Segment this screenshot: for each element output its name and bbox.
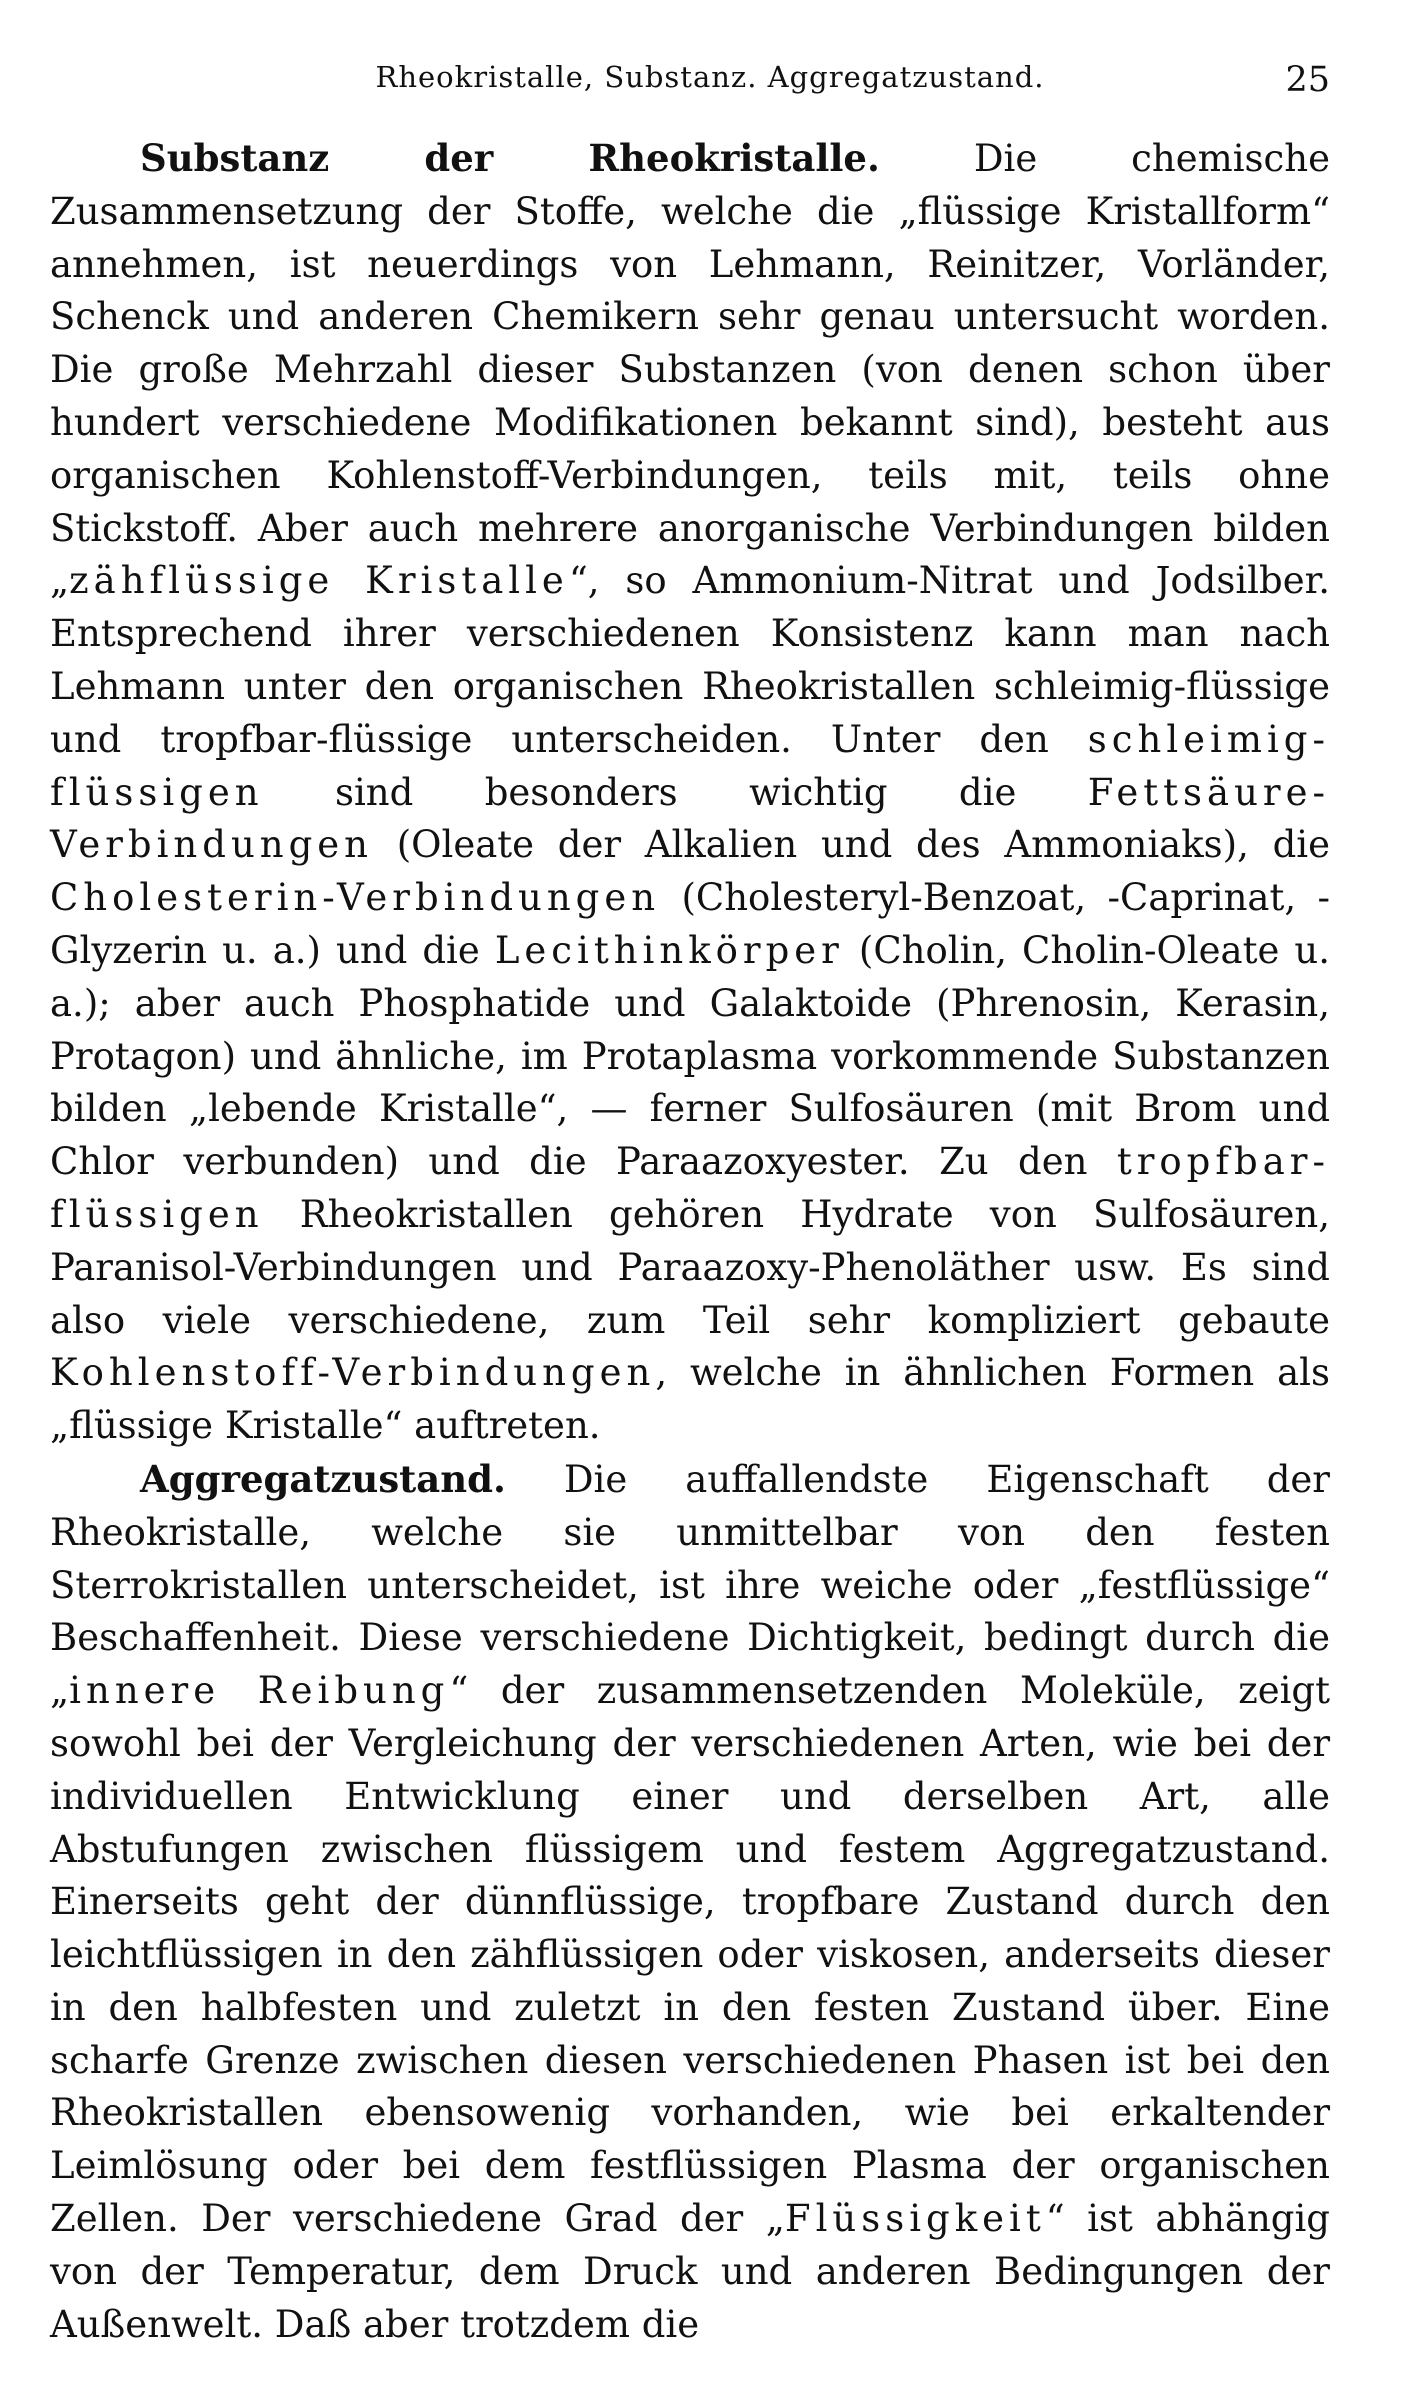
spaced-term: innere Reibung bbox=[69, 1669, 450, 1713]
running-title: Rheokristalle, Substanz. Aggregatzustand. bbox=[375, 60, 1045, 94]
spaced-term: Kohlenstoff-Verbindungen bbox=[50, 1351, 656, 1395]
body-text bbox=[50, 132, 1330, 2351]
paragraph-text: (Oleate der Alkalien und des Ammoniaks), die bbox=[373, 823, 1330, 867]
spaced-term: Cholesterin-Verbindungen bbox=[50, 876, 661, 920]
paragraph-text: “ der zusammensetzenden Moleküle, zeigt sowohl bei der Vergleichung der verschiedenen Arten, wie bei der individuellen Entwicklung einer und derselben Art, alle Abstufungen zwischen flüssigem und festem Aggregatzustand. Einerseits geht der dünnflüssige, tropfbare Zustand durch den leichtflüssigen in den zähflüssigen oder viskosen, anderseits dieser in den halbfesten und zuletzt in den festen Zustand über. Eine scharfe Grenze zwischen diesen verschiedenen Phasen ist bei den Rheokristallen ebensowenig vorhanden, wie bei erkaltender Leimlösung oder bei dem festflüssigen Plasma der organischen Zellen. Der verschiedene Grad der „ bbox=[50, 1669, 1330, 2241]
paragraph-text: Die chemische Zusammensetzung der Stoffe, welche die „flüssige Kristallform“ annehmen, ist neuerdings von Lehmann, Reinitzer, Vorländer, Schenck und anderen Chemikern sehr genau untersucht worden. Die große Mehrzahl dieser Substanzen (von denen schon über hundert verschiedene Modifikationen bekannt sind), besteht aus organischen Kohlenstoff-Verbindungen, teils mit, teils ohne Stickstoff. Aber auch mehrere anorganische Verbindungen bilden „ bbox=[50, 137, 1330, 603]
paragraph-text: sind besonders wichtig die bbox=[263, 770, 1088, 814]
spaced-term: Flüssigkeit bbox=[784, 2197, 1046, 2241]
paragraph-text: (Cholesteryl-Benzoat, -Caprinat, -Glyzerin u. a.) und die bbox=[50, 876, 1330, 972]
paragraph-text: “, so Ammonium-Nitrat und Jodsilber. Entsprechend ihrer verschiedenen Konsistenz kann man nach Lehmann unter den organischen Rheokristallen schleimig-flüssige und tropfbar-flüssige unterscheiden. Unter den bbox=[50, 559, 1330, 761]
paragraph-substanz bbox=[50, 132, 1330, 1453]
section-heading-substanz: Substanz der Rheokristalle. bbox=[140, 136, 880, 180]
paragraph-text: Rheokristallen gehören Hydrate von Sulfosäuren, Paranisol-Verbindungen und Paraazoxy-Phenoläther usw. Es sind also viele verschiedene, zum Teil sehr kompliziert gebaute bbox=[50, 1192, 1330, 1342]
spaced-term: Lecithinkörper bbox=[494, 928, 844, 972]
spaced-term: schleimig-flüssigen bbox=[50, 717, 1330, 814]
paragraph-text: “ ist abhängig von der Temperatur, dem Druck und anderen Bedingungen der Außenwelt. Daß aber trotzdem die bbox=[50, 2197, 1330, 2346]
page-number: 25 bbox=[1285, 60, 1330, 100]
paragraph-text: , welche in ähnlichen Formen als „flüssige Kristalle“ auftreten. bbox=[50, 1351, 1330, 1448]
paragraph-text: (Cholin, Cholin-Oleate u. a.); aber auch Phosphatide und Galaktoide (Phrenosin, Kerasin, Protagon) und ähnliche, im Protaplasma vorkommende Substanzen bilden „lebende Kristalle“, — ferner Sulfosäuren (mit Brom und Chlor verbunden) und die Paraazoxyester. Zu den bbox=[50, 928, 1330, 1184]
spaced-term: Fettsäure-Verbindungen bbox=[50, 770, 1330, 867]
paragraph-text: Die auffallendste Eigenschaft der Rheokristalle, welche sie unmittelbar von den festen Sterrokristallen unterscheidet, ist ihre weiche oder „festflüssige“ Beschaffenheit. Diese verschiedene Dichtigkeit, bedingt durch die „ bbox=[50, 1457, 1330, 1713]
paragraph-aggregatzustand bbox=[50, 1453, 1330, 2352]
section-heading-aggregatzustand: Aggregatzustand. bbox=[140, 1456, 506, 1501]
spaced-term: zähflüssige Kristalle bbox=[69, 559, 569, 603]
spaced-term: tropfbar-flüssigen bbox=[50, 1140, 1330, 1236]
running-header bbox=[50, 60, 1330, 110]
